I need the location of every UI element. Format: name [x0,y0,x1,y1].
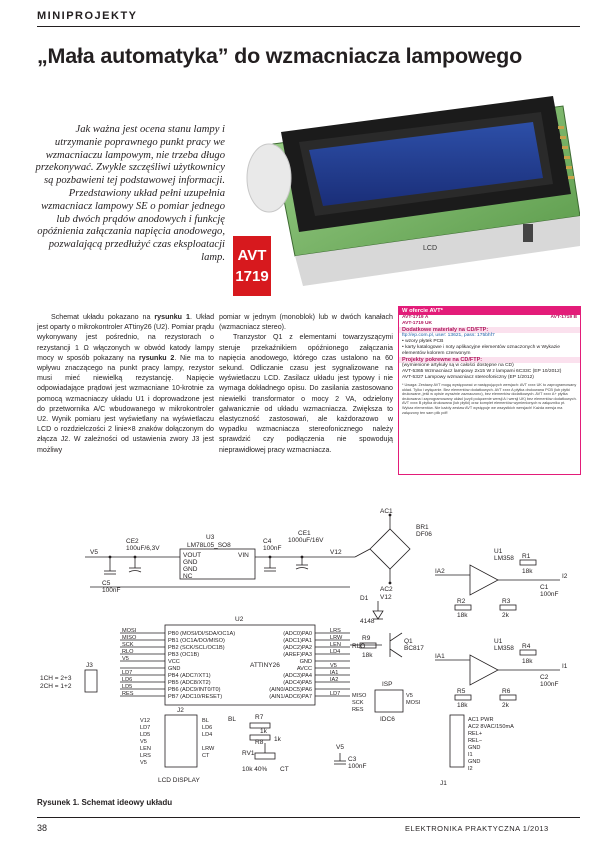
u2-net: SCK [122,642,134,648]
j2-pin: LRW [202,746,215,752]
ce2-label: CE2 [126,538,139,545]
body-column-2 [219,312,393,455]
u3-pin-vout: VOUT [183,552,202,559]
ftp-link[interactable]: ftp://ep.com.pl, user: 13621, pass: 175bhf7 [402,333,495,338]
j3-label: J3 [86,662,93,669]
u2-net: RLO [122,649,134,655]
offer-section-title: Projekty pokrewne na CD/FTP: [399,357,580,363]
offer-header: W ofercie AVT* [399,307,580,315]
u3-pin-nc: NC [183,573,193,580]
d1-part: 4148 [360,618,375,625]
j2-pin: LRS [140,753,151,759]
u3-label: U3 [206,534,215,541]
c3-label: C3 [348,756,357,763]
section-label: MINIPROJEKTY [37,10,138,22]
r7-value: 1k [260,728,267,735]
u2-pin: PB7 (ADC10/RESET) [168,694,223,700]
u2-net: LRS [330,628,341,634]
c5-value: 100nF [102,587,121,594]
j1-label: J1 [440,780,447,787]
isp-pin: MOSI [406,700,421,706]
j1-pin: I2 [468,766,473,772]
br1-part: DF06 [416,531,432,538]
body-column-1 [37,312,214,455]
d1-label: D1 [360,595,369,602]
u2-part: ATTINY26 [250,662,280,669]
net-ia2: IA2 [435,568,445,575]
u2-net: LD5 [122,684,133,690]
net-ac2: AC2 [380,586,393,593]
isp-part: IDC6 [380,716,395,723]
r5-label: R5 [457,688,466,695]
u2-net: RES [122,691,134,697]
r3-label: R3 [502,598,511,605]
u2-pin: (ADC2)PA2 [283,645,312,651]
u2-net: LD7 [122,670,133,676]
q1-label: Q1 [404,638,413,645]
j2-pin: V5 [140,739,147,745]
body-paragraph: pomiar w jednym (monoblok) lub w dwóch kanałach (wzmacniacz stereo). [219,313,393,332]
j1-pin: GND [468,745,481,751]
avt-badge-line2: 1719 [235,268,269,285]
r6-value: 2k [502,702,509,709]
u1-label: U1 [494,638,503,645]
photo-lcd-label: LCD [423,245,438,252]
r5-value: 18k [457,702,468,709]
u2-pin: PB6 (ADC9/INT0/T0) [168,687,221,693]
r6-label: R6 [502,688,511,695]
u1-label: U1 [494,548,503,555]
u2-label: U2 [235,616,244,623]
u2-pin: (AREF)PA3 [283,652,312,658]
rv1-value: 10k 40% [242,766,268,773]
offer-item: AVT-1719 UK [402,321,433,326]
j2-pin: BL [202,718,209,724]
u2-net: LD7 [330,691,341,697]
r2-label: R2 [457,598,466,605]
net-v12: V12 [380,594,392,601]
isp-label: ISP [382,681,393,688]
related-project: AVT-5365 Wzmacniacz lampowy 2x15 W z lampami 6C33C (EP 10/2012) [402,369,562,374]
net-bl: BL [228,716,236,723]
footer-rule [37,817,580,818]
u2-net: IA1 [330,670,339,676]
ce2-value: 100uF/6,3V [126,545,160,552]
offer-item: AVT-1719 A [402,315,429,320]
j2-pin: CT [202,753,210,759]
c1-label: C1 [540,584,549,591]
u3-pin-gnd: GND [183,559,198,566]
u2-net: LD4 [330,649,341,655]
j3-note: 2CH = 1+2 [40,683,72,690]
article-title: „Mała automatyka” do wzmacniacza lampowego [37,44,523,68]
isp-pin: SCK [352,700,364,706]
r3-value: 2k [502,612,509,619]
avt-badge-line1: AVT [237,247,267,264]
product-photo [233,96,580,301]
net-v5: V5 [336,744,344,751]
j2-pin: LD7 [140,725,151,731]
body-paragraph: Tranzystor Q1 z elementami towarzyszącymi steruje przekaźnikiem opóźnionego załączania napięcia anodowego, którego czas ustalono na 60 sekund. Odliczanie czasu jest sygnalizowane na wyświetlaczu LCD. Zasilacz układu jest typowy i nie wymaga dokładnego opisu. Do zasilania zastosowano niewielki transformator o mocy 2 VA, odzielony galwanicznie od układu wzmacniacza. Zwiększa to elastyczność zastosowań, ale każdorazowo w wypadku wzmacniacza stereofonicznego należy sprawdzić czy podłączenia nie spowodują nieprawidłowej pracy wzmacniacza. [219,333,393,454]
u2-pin: (ADC1)PA1 [283,638,312,644]
j2-pin: LEN [140,746,151,752]
offer-footnote: * Uwaga: Zestawy AVT mogą występować w następujących wersjach: AVT xxxx UK to zaprogramowany układ. Tylko i wyłącznie. Bez elementów dodatkowych. AVT xxxx A płytka drukowana PCB (lub płytki drukowane, jeśli w opisie wyraźnie zaznaczono), bez elementów dodatkowych. AVT xxxx A+ płytka drukowana i zaprogramowany układ (czyli połączenie wersji A i wersji UK) bez elementów dodatkowych. AVT xxxx B płytka drukowana (lub płytki) oraz komplet elementów wymienionych w załączniku pt. Wykaz elementów. Nie każdy zestaw AVT występuje we wszystkich wersjach! Każda wersja ma załączony ten sam plik pdf! [402,383,577,415]
u2-pin: PB2 (SCK/SCL/OC1B) [168,645,225,651]
r2-value: 18k [457,612,468,619]
net-v12: V12 [330,549,342,556]
figure-ref: rysunku 2 [139,353,175,362]
j1-pin: I1 [468,752,473,758]
c2-value: 100nF [540,681,559,688]
lead-paragraph: Jak ważna jest ocena stanu lampy i utrzymanie poprawnego punkt pracy we wzmacniaczu lampowym, nie trzeba długo przekonywać. Zwykle szczęśliwi użytkownicy są pozbawieni tej podstawowej informacji. Przedstawiony układ pełni uzupełnia wzmacniacz lampowy SE o pomiar jednego lub dwóch prądów anodowych i funkcję opóźnienia załączania napięcia anodowego, pozwalającą przedłużyć czas eksploatacji lamp. [35,124,225,263]
net-v5: V5 [90,549,98,556]
j1-pin: AC1 PWR [468,717,494,723]
u2-net: V5 [122,656,129,662]
br1-label: BR1 [416,524,429,531]
j1-pin: GND [468,759,481,765]
j2-pin: LD6 [202,725,213,731]
page-number: 38 [37,823,48,833]
avt-offer-box [398,306,581,475]
net-i1: I1 [562,663,568,670]
u2-pin: GND [168,666,181,672]
figure-ref: rysunku 1 [154,313,190,321]
offer-bullet: • wzory płytek PCB [402,339,444,344]
isp-pin: RES [352,707,364,713]
net-i2: I2 [562,573,568,580]
avt-badge [233,236,271,296]
offer-bullet: • karty katalogowe i noty aplikacyjne elementów oznaczonych w Wykazie elementów kolorem czerwonym [402,345,560,356]
u2-pin: PB5 (ADC8/XT2) [168,680,211,686]
j1-pin: REL+ [468,731,483,737]
rv1-label: RV1 [242,750,255,757]
u2-pin: (ADC0)PA0 [283,631,312,637]
u2-pin: VCC [168,659,180,665]
r9-value: 18k [362,652,373,659]
r9-label: R9 [362,635,371,642]
u2-pin: PB4 (ADC7/XT1) [168,673,211,679]
net-ct: CT [280,766,289,773]
c3-value: 100nF [348,763,367,770]
r1-label: R1 [522,553,531,560]
circuit-schematic [30,505,585,790]
isp-pin: MISO [352,693,367,699]
u2-net: LRW [330,635,343,641]
u2-pin: (AIN1/ADC6)PA7 [269,694,312,700]
net-ac1: AC1 [380,508,393,515]
u2-pin: GND [299,659,312,665]
header-rule [37,26,580,27]
u2-net: V5 [330,663,337,669]
lcd-display-label: LCD DISPLAY [158,777,200,784]
r8-value: 1k [274,736,281,743]
u2-pin: PB1 (OC1A/DO/MISO) [168,638,225,644]
body-text: . Nie ma to wpływu znaczącego na punkt pracy lampy, rezystor musi mieć niewielką rezystancję. Napięcie odpowiadające prądowi jest wzmacniane 10-krotnie za pomocą wzmacniaczy układu U1 i doprowadzone jest do przetwornika A/C wbudowanego w mikrokontroler U2. Wynik pomiaru jest wyświetlany na wyświetlaczu LCD o rozdzielczości 2 linie×8 znaków dołączonym do złącza J2. W zależności od ustawienia zwory J3 jest możliwy [37,353,214,454]
u3-pin-gnd: GND [183,566,198,573]
u3-pin-vin: VIN [238,552,249,559]
r8-label: R8 [255,739,264,746]
isp-pin: V5 [406,693,413,699]
offer-item: AVT-1719 B [550,315,577,320]
r4-label: R4 [522,643,531,650]
related-project: AVT-5327 Lampowy wzmacniacz stereofoniczny (EP 1/2012) [402,375,534,380]
j1-pin: REL− [468,738,483,744]
net-ia1: IA1 [435,653,445,660]
j2-pin: V5 [140,760,147,766]
u2-net: IA2 [330,677,339,683]
ce1-value: 1000uF/16V [288,537,324,544]
c4-label: C4 [263,538,272,545]
c5-label: C5 [102,580,111,587]
u2-pin: (ADC3)PA4 [283,673,312,679]
offer-section-title: Dodatkowe materiały na CD/FTP: [399,327,580,333]
body-text: . Układ jest oparty o mikrokontroler ATtiny26 (U2). Pomiar prądu wykonywany jest pośrednio, na rezystorach o rezystancji 1 Ω włączonych w obwód katody lampy mocy w sposób pokazany na [37,313,215,362]
ce1-label: CE1 [298,530,311,537]
magazine-issue: ELEKTRONIKA PRAKTYCZNA 1/2013 [405,824,549,833]
j2-pin: LD5 [140,732,151,738]
c2-label: C2 [540,674,549,681]
c4-value: 100nF [263,545,282,552]
u2-pin: PB0 (MOSI/DI/SDA/OC1A) [168,631,236,637]
r1-value: 18k [522,568,533,575]
u2-pin: AVCC [296,666,312,672]
u1-part: LM358 [494,645,514,652]
u2-net: LD6 [122,677,133,683]
u2-net: MOSI [122,628,137,634]
u1-part: LM358 [494,555,514,562]
j3-note: 1CH = 2+3 [40,675,72,682]
u2-net: MISO [122,635,137,641]
r7-label: R7 [255,714,264,721]
r4-value: 18k [522,658,533,665]
net-rlo: RLO [352,643,366,650]
u2-net: LEN [330,642,341,648]
j2-pin: LD4 [202,732,213,738]
u2-pin: (AIN0/ADC5)PA6 [269,687,312,693]
body-text: Schemat układu pokazano na [51,313,155,321]
u3-part: LM78L05_SO8 [187,542,231,549]
u2-pin: PB3 (OC1B) [168,652,200,658]
u2-pin: (ADC4)PA5 [283,680,312,686]
offer-note: (wymienione artykuły są w całości dostępne na CD) [402,363,514,368]
j1-pin: AC2 8VAC/150mA [468,724,514,730]
figure-caption: Rysunek 1. Schemat ideowy układu [37,798,173,807]
j2-label: J2 [177,707,184,714]
c1-value: 100nF [540,591,559,598]
j2-pin: V12 [140,718,150,724]
q1-part: BC817 [404,645,424,652]
